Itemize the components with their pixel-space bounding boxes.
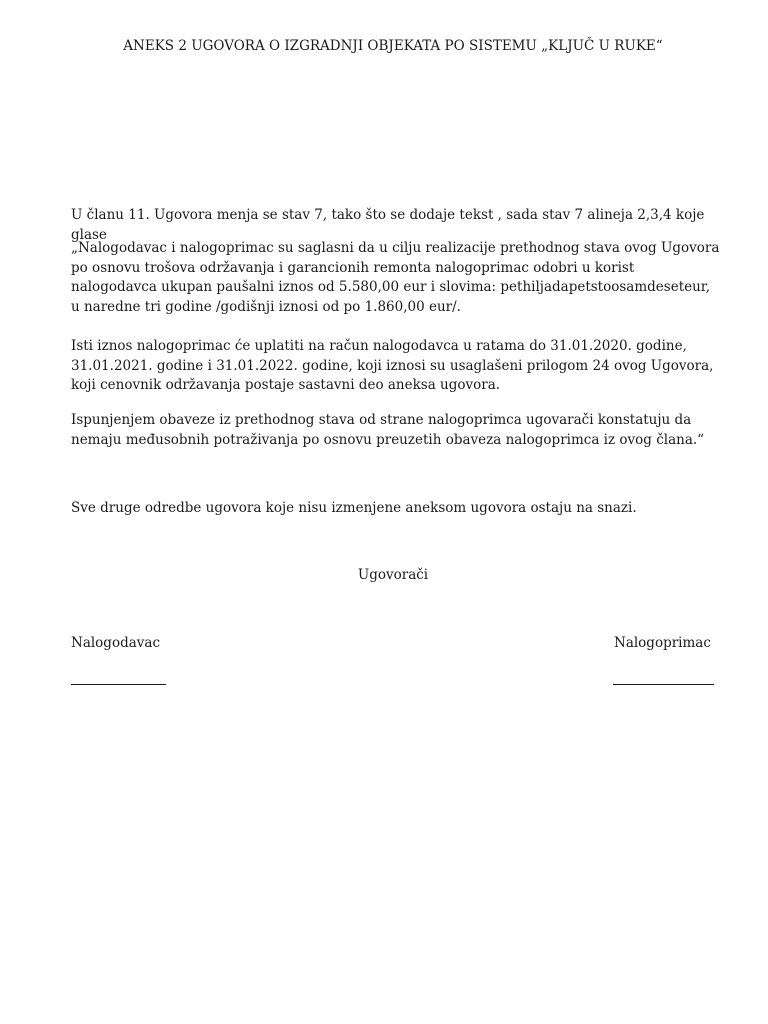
paragraph-text: Ispunjenjem obaveze iz prethodnog stava od strane nalogoprimca ugovarači konstatuju da nemaju međusobnih potraživanja po osnovu preuzetih obaveza nalogoprimca iz ovog člana.“: [71, 412, 705, 448]
document-title: ANEKS 2 UGOVORA O IZGRADNJI OBJEKATA PO SISTEMU „KLJUČ U RUKE“: [123, 38, 663, 54]
party-label-nalogodavac: Nalogodavac: [71, 635, 161, 651]
signers-heading: Ugovorači: [357, 567, 429, 583]
paragraph-text: „Nalogodavac i nalogoprimac su saglasni da u cilju realizacije prethodnog stava ovog Ugovora po osnovu trošova održavanja i garancionih remonta nalogoprimac odobri u korist nalogodavca ukupan paušalni iznos od 5.580,00 eur i slovima: pethiljadapetstoosamdeseteur, u naredne tri godine /godišnji iznosi od po 1.860,00 eur/.: [71, 240, 720, 315]
paragraph-text: Sve druge odredbe ugovora koje nisu izmenjene aneksom ugovora ostaju na snazi.: [71, 500, 637, 516]
paragraph-no-claims: [71, 411, 721, 450]
paragraph-payment-installments: [71, 337, 721, 396]
paragraph-agreement-amount: [71, 239, 721, 317]
paragraph-other-provisions: [71, 499, 721, 519]
party-label-nalogoprimac: Nalogoprimac: [614, 635, 711, 651]
signature-line-left: [71, 684, 166, 685]
paragraph-text: Isti iznos nalogoprimac će uplatiti na račun nalogodavca u ratama do 31.01.2020. godine, 31.01.2021. godine i 31.01.2022. godine, koji iznosi su usaglašeni prilogom 24 ovog Ugovora, koji cenovnik održavanja postaje sastavni deo aneksa ugovora.: [71, 338, 714, 393]
signature-line-right: [613, 684, 714, 685]
paragraph-text: U članu 11. Ugovora menja se stav 7, tako što se dodaje tekst , sada stav 7 alineja 2,3,4 koje glase: [71, 207, 705, 243]
